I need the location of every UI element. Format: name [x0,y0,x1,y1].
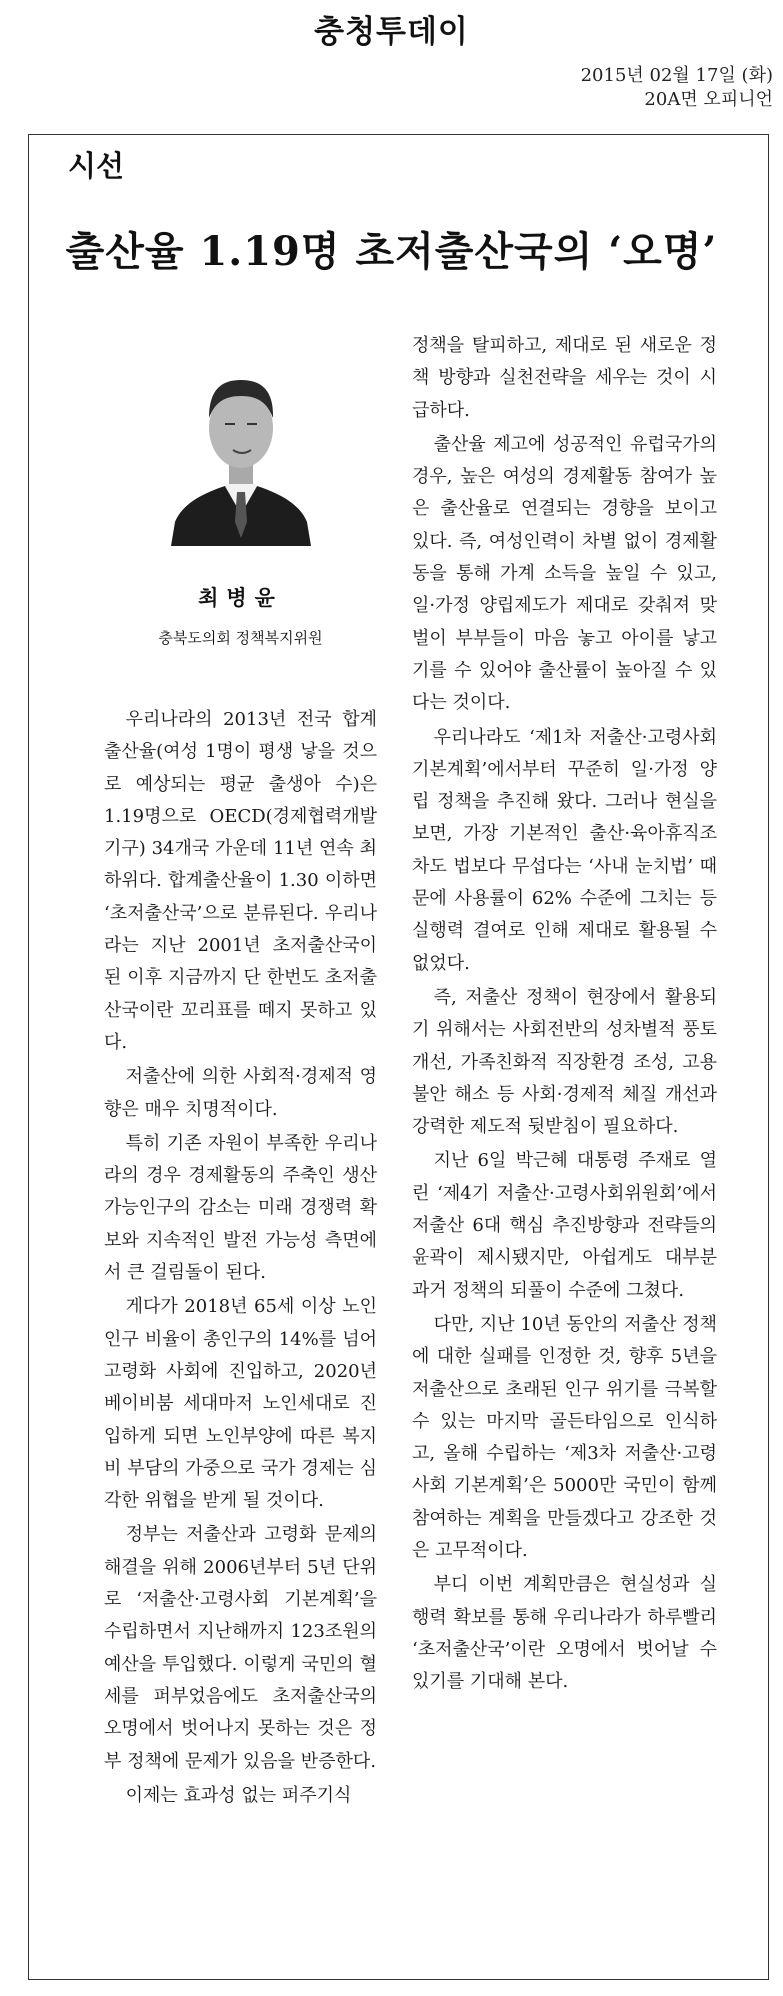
paragraph: 부디 이번 계획만큼은 현실성과 실행력 확보를 통해 우리나라가 하루빨리 ‘초저출산국’이란 오명에서 벗어날 수 있기를 기대해 본다. [412,1574,717,1693]
paragraph: 이제는 효과성 없는 퍼주기식 [125,1784,352,1806]
author-title: 충북도의회 정책복지위원 [158,629,323,647]
left-column [104,346,377,1812]
paragraph: 지난 6일 박근혜 대통령 주재로 열린 ‘제4기 저출산·고령사회위원회’에서 저출산 6대 핵심 추진방향과 전략들의 윤곽이 제시됐지만, 아쉽게도 대부분 과거 정책의 되풀이 수준에 그쳤다. [412,1150,717,1301]
dateline [453,64,773,112]
paragraph: 특히 기존 자원이 부족한 우리나라의 경우 경제활동의 주축인 생산가능인구의 감소는 미래 경쟁력 확보와 지속적인 발전 가능성 측면에서 큰 걸림돌이 된다. [104,1132,377,1284]
author-photo [161,346,321,546]
headline: 출산율 1.19명 초저출산국의 ‘오명’ [65,228,718,275]
author-name: 최병윤 [198,586,283,610]
paragraph: 저출산에 의한 사회적·경제적 영향은 매우 치명적이다. [104,1066,377,1120]
paragraph: 우리나라의 2013년 전국 합계출산율(여성 1명이 평생 낳을 것으로 예상되는 평균 출생아 수)은 1.19명으로 OECD(경제협력개발기구) 34개국 가운데 11년 연속 최하위다. 합계출산율이 1.30 이하면 ‘초저출산국’으로 분류된다. 우리나라는 지난 2001년 초저출산국이 된 이후 지금까지 단 한번도 초저출산국이란 꼬리표를 떼지 못하고 있다. [104,709,377,1053]
paragraph: 정책을 탈피하고, 제대로 된 새로운 정책 방향과 실천전략을 세우는 것이 시급하다. [412,335,717,421]
paragraph: 다만, 지난 10년 동안의 저출산 정책에 대한 실패를 인정한 것, 향후 5년을 저출산으로 초래된 인구 위기를 극복할 수 있는 마지막 골든타임으로 인식하고, 올해 수립하는 ‘제3차 저출산·고령사회 기본계획’은 5000만 국민이 함께 참여하는 계획을 만들겠다고 강조한 것은 고무적이다. [412,1313,717,1561]
section-label: 시선 [68,149,125,183]
masthead [0,0,783,60]
paragraph: 게다가 2018년 65세 이상 노인인구 비율이 총인구의 14%를 넘어 고령화 사회에 진입하고, 2020년 베이비붐 세대마저 노인세대로 진입하게 되면 노인부양에 따른 복지비 부담의 가중으로 국가 경제는 심각한 위협을 받게 될 것이다. [104,1296,377,1512]
paragraph: 우리나라도 ‘제1차 저출산·고령사회 기본계획’에서부터 꾸준히 일·가정 양립 정책을 추진해 왔다. 그러나 현실을 보면, 가장 기본적인 출산·육아휴직조차도 법보다 무섭다는 ‘사내 눈치법’ 때문에 사용률이 62% 수준에 그치는 등 실행력 결여로 인해 제대로 활용될 수 없었다. [412,726,717,974]
left-body [104,704,377,1812]
paragraph: 즉, 저출산 정책이 현장에서 활용되기 위해서는 사회전반의 성차별적 풍토 개선, 가족친화적 직장환경 조성, 고용불안 해소 등 사회·경제적 체질 개선과 강력한 제도적 뒷받침이 필요하다. [412,986,717,1138]
paragraph: 출산율 제고에 성공적인 유럽국가의 경우, 높은 여성의 경제활동 참여가 높은 출산율로 연결되는 경향을 보이고 있다. 즉, 여성인력이 차별 없이 경제활동을 통해 가계 소득을 높일 수 있고, 일·가정 양립제도가 제대로 갖춰져 맞벌이 부부들이 마음 놓고 아이를 낳고 기를 수 있어야 출산률이 높아질 수 있다는 것이다. [412,433,717,714]
page-section: 20A면 오피니언 [644,89,773,110]
paragraph: 정부는 저출산과 고령화 문제의 해결을 위해 2006년부터 5년 단위로 ‘저출산·고령사회 기본계획’을 수립하면서 지난해까지 123조원의 예산을 투입했다. 이렇게 국민의 혈세를 퍼부었음에도 초저출산국의 오명에서 벗어나지 못하는 것은 정부 정책에 문제가 있음을 반증한다. [104,1524,377,1772]
publication-date: 2015년 02월 17일 (화) [580,65,773,86]
right-column [412,330,717,1698]
newspaper-logo: 충청투데이 [314,14,469,50]
